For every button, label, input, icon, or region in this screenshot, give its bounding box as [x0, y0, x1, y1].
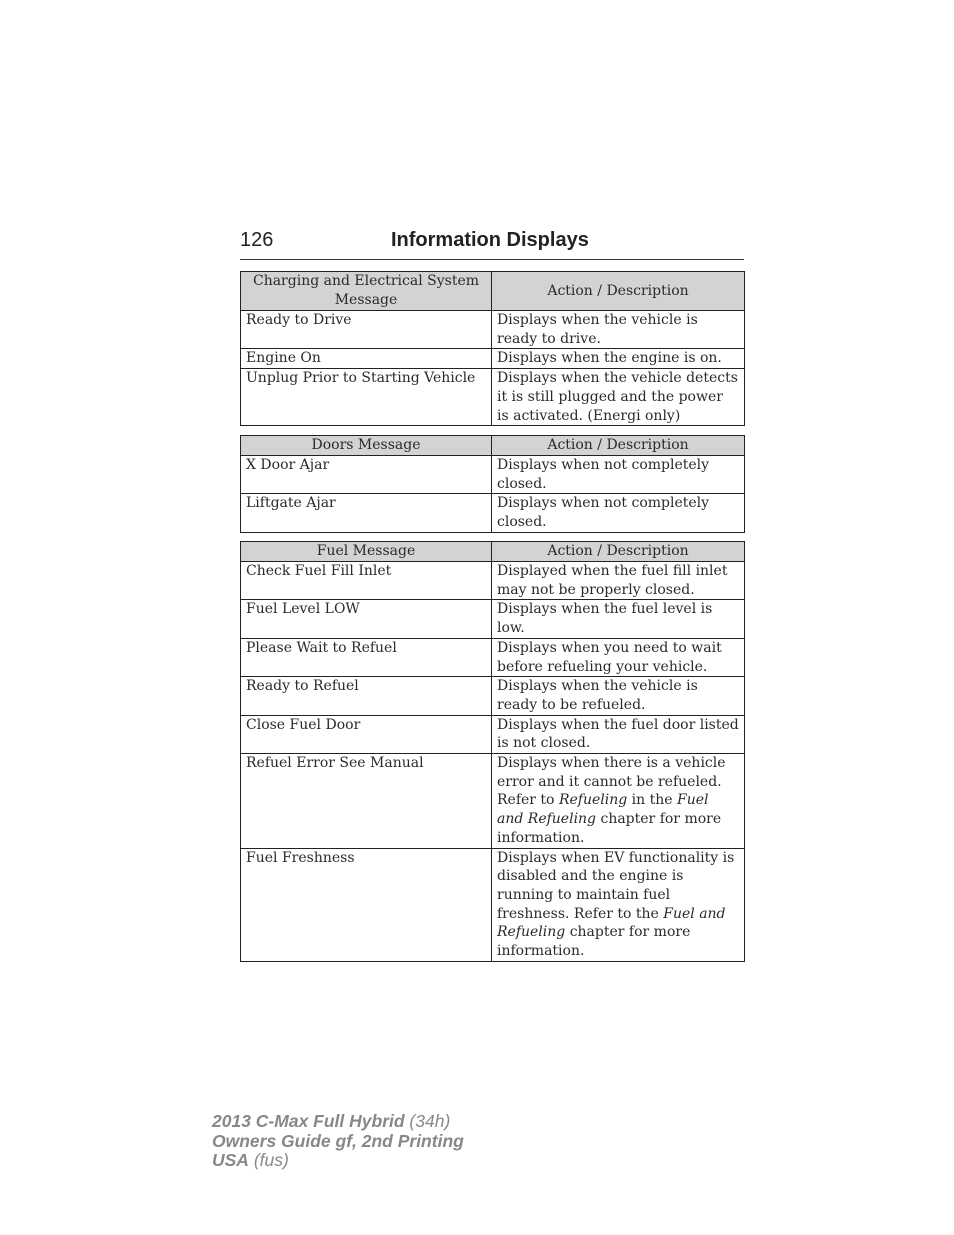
description-cell: Displays when you need to wait before refueling your vehicle.	[492, 638, 745, 676]
column-header: Action / Description	[492, 272, 745, 311]
message-cell: Ready to Refuel	[241, 677, 492, 715]
page-header	[240, 229, 744, 260]
page-number: 126	[240, 229, 274, 251]
table-row	[241, 349, 745, 369]
message-cell: Unplug Prior to Starting Vehicle	[241, 369, 492, 426]
table-header-row	[241, 436, 745, 456]
description-cell: Displays when not completely closed.	[492, 456, 745, 494]
charging-electrical-table	[240, 271, 745, 426]
footer-code: (fus)	[248, 1150, 289, 1170]
table-row	[241, 494, 745, 532]
table-row	[241, 848, 745, 961]
table-row	[241, 600, 745, 638]
footer-region: USA	[212, 1150, 249, 1170]
page-title: Information Displays	[391, 229, 589, 251]
message-cell: X Door Ajar	[241, 456, 492, 494]
message-cell: Engine On	[241, 349, 492, 369]
table-row	[241, 715, 745, 753]
description-text: chapter for more information.	[497, 924, 691, 960]
description-cell: Displays when the vehicle is ready to drive.	[492, 311, 745, 349]
table-row	[241, 456, 745, 494]
description-cell	[492, 754, 745, 849]
description-cell: Displays when not completely closed.	[492, 494, 745, 532]
message-cell: Please Wait to Refuel	[241, 638, 492, 676]
description-cell: Displays when the vehicle is ready to be refueled.	[492, 677, 745, 715]
emphasized-reference: Fuel and Refueling	[497, 905, 726, 941]
footer-line	[212, 1151, 464, 1171]
message-cell: Refuel Error See Manual	[241, 754, 492, 849]
table-row	[241, 369, 745, 426]
footer-model: 2013 C-Max Full Hybrid	[212, 1111, 405, 1131]
table-row	[241, 638, 745, 676]
message-cell: Fuel Level LOW	[241, 600, 492, 638]
message-cell: Fuel Freshness	[241, 848, 492, 961]
footer-line	[212, 1112, 464, 1132]
description-cell: Displayed when the fuel fill inlet may not be properly closed.	[492, 562, 745, 600]
message-cell: Check Fuel Fill Inlet	[241, 562, 492, 600]
message-cell: Close Fuel Door	[241, 715, 492, 753]
description-cell: Displays when the vehicle detects it is still plugged and the power is activated. (Energi only)	[492, 369, 745, 426]
footer-code: (34h)	[404, 1111, 451, 1131]
fuel-message-table	[240, 541, 745, 962]
column-header: Action / Description	[492, 542, 745, 562]
description-cell: Displays when the engine is on.	[492, 349, 745, 369]
table-row	[241, 677, 745, 715]
description-cell: Displays when the fuel level is low.	[492, 600, 745, 638]
description-text: in the	[627, 792, 677, 809]
description-cell	[492, 848, 745, 961]
table-header-row	[241, 542, 745, 562]
message-cell: Ready to Drive	[241, 311, 492, 349]
table-header-row	[241, 272, 745, 311]
footer-guide: Owners Guide gf, 2nd Printing	[212, 1130, 464, 1151]
doors-message-table	[240, 435, 745, 533]
footer	[212, 1112, 464, 1171]
description-text: Displays when there is a vehicle error and it cannot be refueled. Refer to	[497, 755, 726, 809]
description-text: chapter for more information.	[497, 811, 722, 846]
column-header: Action / Description	[492, 436, 745, 456]
table-row	[241, 754, 745, 849]
column-header: Charging and Electrical System Message	[241, 272, 492, 311]
description-cell: Displays when the fuel door listed is not closed.	[492, 715, 745, 753]
description-text: Displays when EV functionality is disabled and the engine is running to maintain fuel freshness. Refer to the	[497, 849, 735, 922]
table-row	[241, 562, 745, 600]
emphasized-reference: Fuel and Refueling	[497, 792, 709, 828]
emphasized-reference: Refueling	[558, 792, 628, 809]
message-cell: Liftgate Ajar	[241, 494, 492, 532]
table-row	[241, 311, 745, 349]
column-header: Doors Message	[241, 436, 492, 456]
footer-line	[212, 1132, 464, 1152]
column-header: Fuel Message	[241, 542, 492, 562]
